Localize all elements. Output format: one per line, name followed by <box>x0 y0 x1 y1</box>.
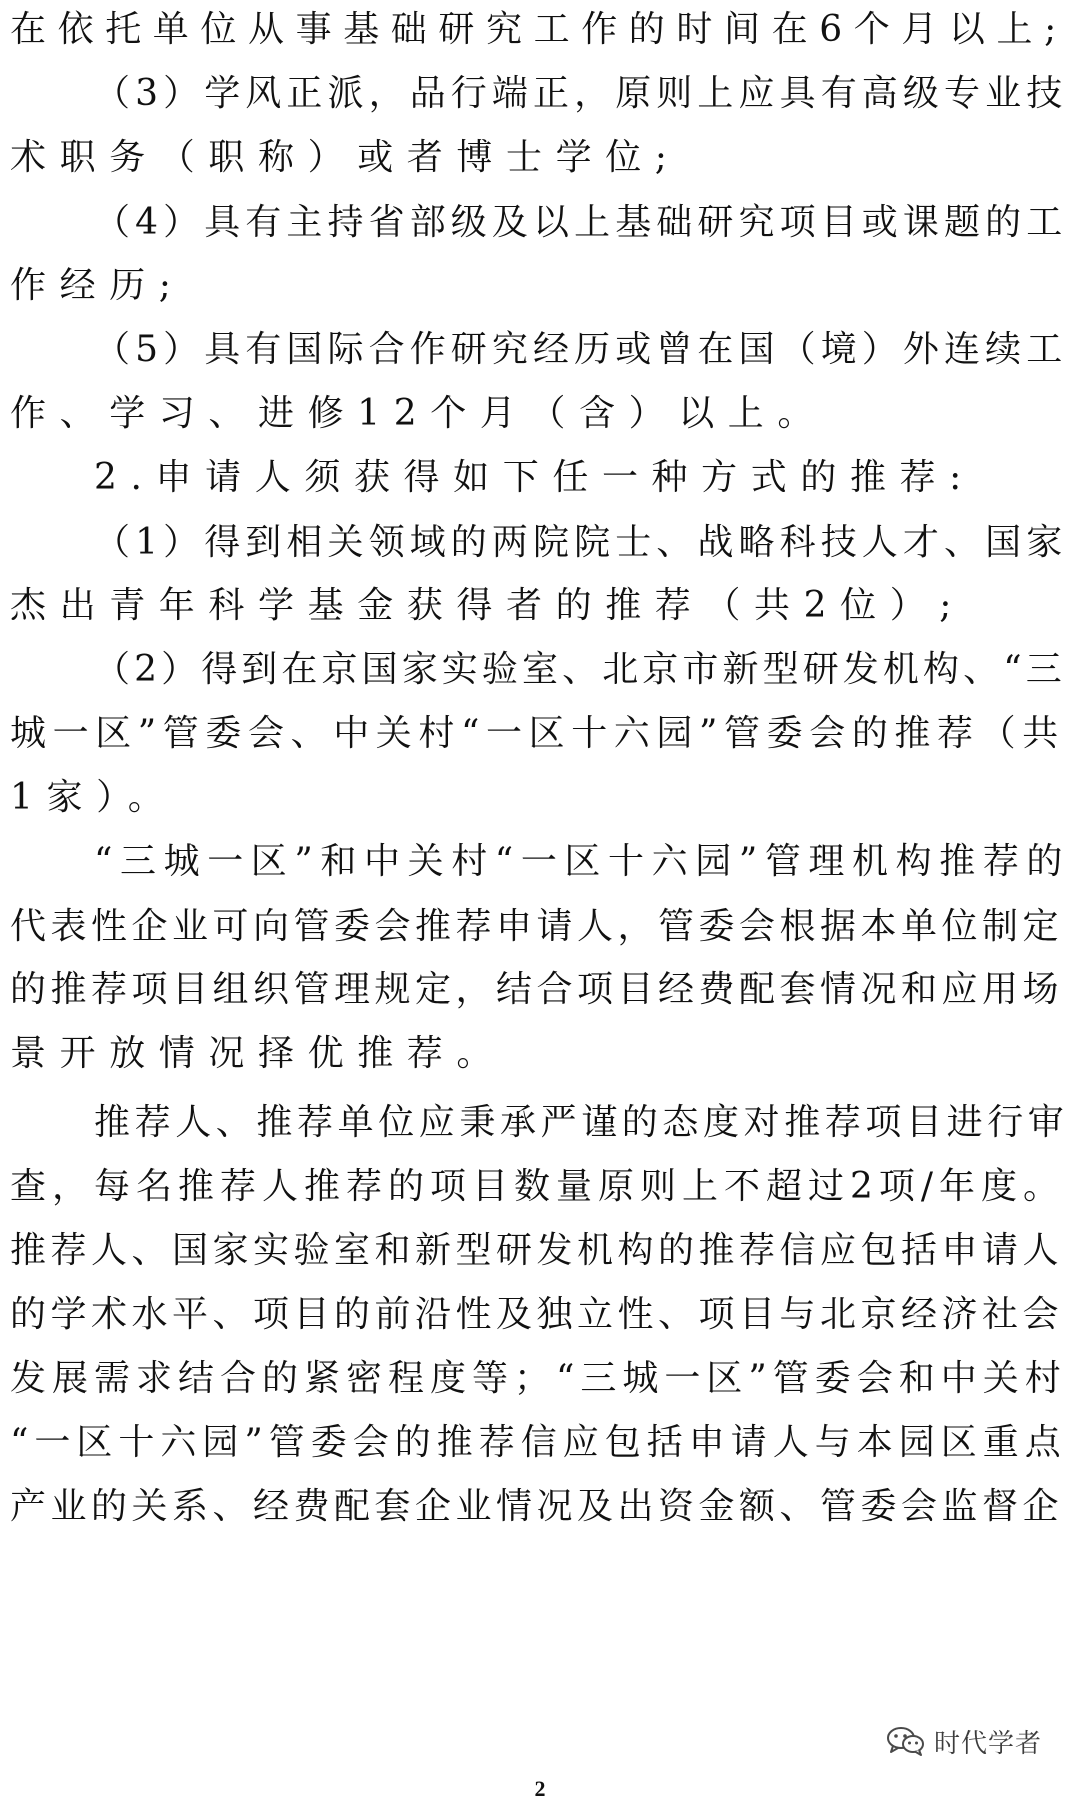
text-line: 2.申请人须获得如下任一种方式的推荐: <box>94 457 975 498</box>
text-line: 推荐人、推荐单位应秉承严谨的态度对推荐项目进行审 <box>94 1102 1069 1143</box>
text-line: （5）具有国际合作研究经历或曾在国（境）外连续工 <box>94 329 1068 370</box>
text-line: 景开放情况择优推荐。 <box>10 1033 507 1074</box>
text-line: （3）学风正派，品行端正，原则上应具有高级专业技 <box>94 73 1068 114</box>
text-line: “一区十六园”管委会的推荐信应包括申请人与本园区重点 <box>10 1422 1067 1463</box>
text-line: 发展需求结合的紧密程度等；“三城一区”管委会和中关村 <box>10 1358 1067 1399</box>
text-line: 推荐人、国家实验室和新型研发机构的推荐信应包括申请人 <box>10 1230 1064 1271</box>
text-line: 的推荐项目组织管理规定，结合项目经费配套情况和应用场 <box>10 969 1064 1010</box>
wechat-icon <box>886 1726 926 1756</box>
page-number: 2 <box>534 1776 546 1801</box>
text-line: 作经历; <box>10 265 185 306</box>
text-line: 的学术水平、项目的前沿性及独立性、项目与北京经济社会 <box>10 1294 1064 1335</box>
text-line: “三城一区”和中关村“一区十六园”管理机构推荐的 <box>94 841 1071 882</box>
text-line: 城一区”管委会、中关村“一区十六园”管委会的推荐（共 <box>10 713 1065 754</box>
text-line: 术职务（职称）或者博士学位; <box>10 137 681 178</box>
text-line: （4）具有主持省部级及以上基础研究项目或课题的工 <box>94 202 1068 243</box>
text-line: （1）得到相关领域的两院院士、战略科技人才、国家 <box>94 522 1068 563</box>
text-line: 查，每名推荐人推荐的项目数量原则上不超过2项/年度。 <box>10 1166 1066 1207</box>
watermark-text: 时代学者 <box>934 1728 1043 1759</box>
text-line: 杰出青年科学基金获得者的推荐（共2位）; <box>10 585 966 626</box>
text-line: 1家）。 <box>10 777 178 818</box>
text-line: 代表性企业可向管委会推荐申请人，管委会根据本单位制定 <box>10 906 1064 947</box>
text-line: 作、学习、进修12个月（含）以上。 <box>10 393 828 434</box>
text-line: 在依托单位从事基础研究工作的时间在6个月以上; <box>10 9 1068 50</box>
text-line: （2）得到在京国家实验室、北京市新型研发机构、“三 <box>94 649 1066 690</box>
text-line: 产业的关系、经费配套企业情况及出资金额、管委会监督企 <box>10 1486 1064 1527</box>
watermark <box>886 1723 1042 1759</box>
